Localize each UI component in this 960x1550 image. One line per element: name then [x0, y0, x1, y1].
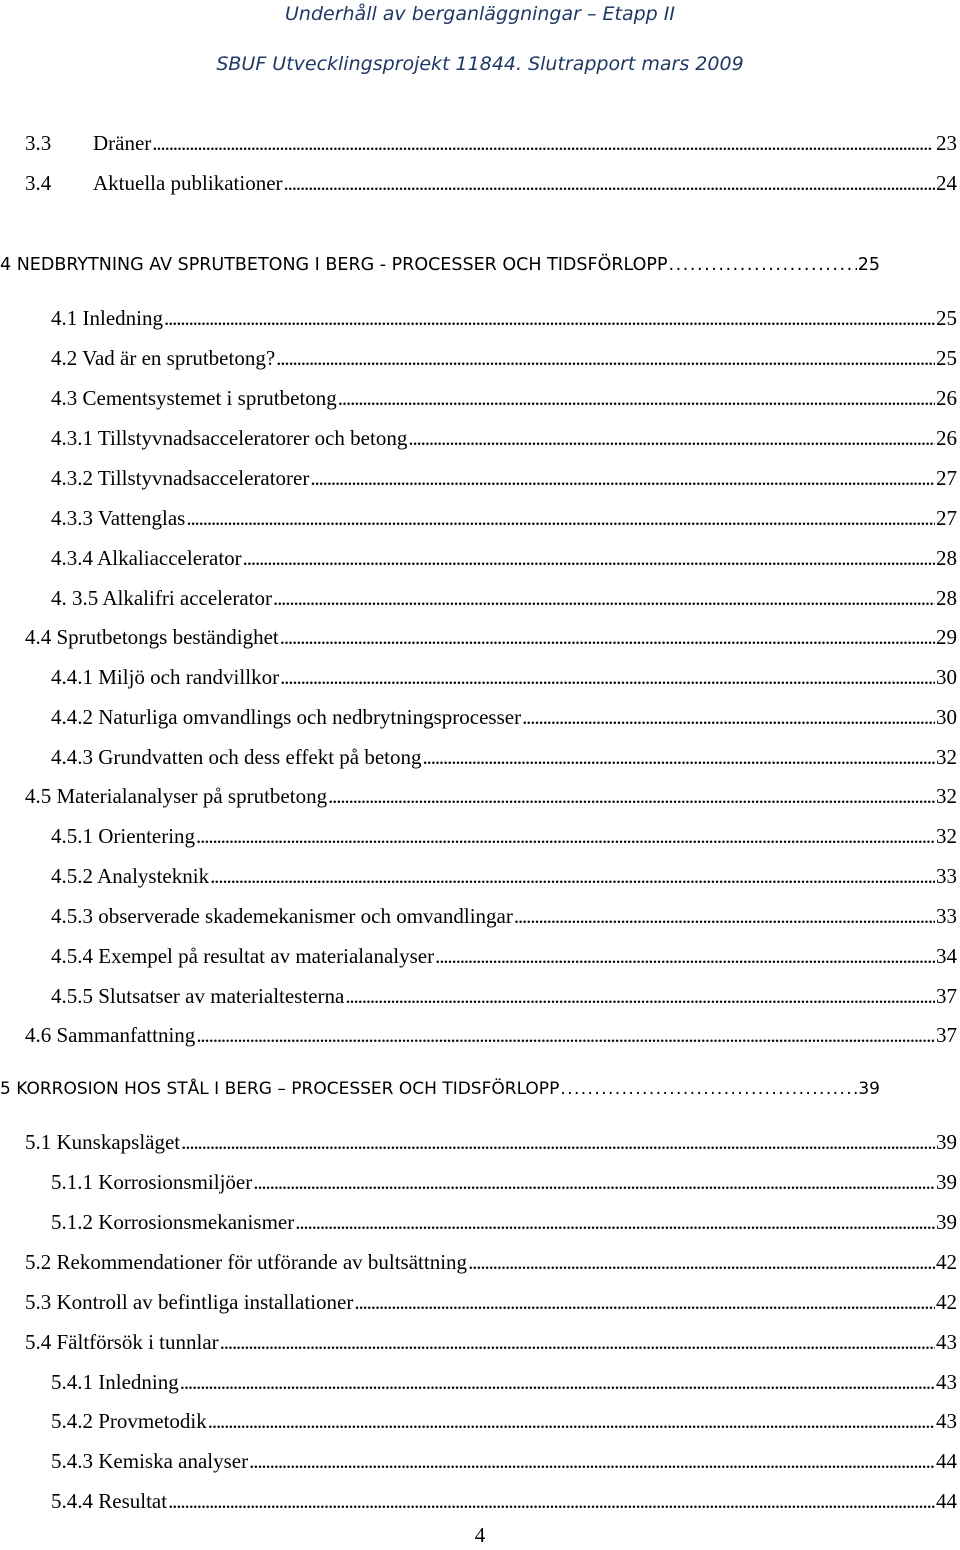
toc-entry-page: 42: [936, 1290, 957, 1314]
toc-entry-3-4[interactable]: [25, 168, 957, 198]
toc-entry-page: 28: [936, 546, 957, 570]
toc-dot-leader: [220, 1327, 935, 1357]
toc-entry-title: 4.3.4 Alkaliaccelerator: [51, 546, 242, 570]
toc-entry-title: 5.4.3 Kemiska analyser: [51, 1449, 249, 1473]
toc-entry-4-3-5[interactable]: [51, 583, 957, 613]
toc-entry-title: 4.4.1 Miljö och randvillkor: [51, 665, 280, 689]
toc-entry-page: 37: [936, 1023, 957, 1047]
toc-entry-4-2[interactable]: [51, 343, 957, 373]
toc-entry-page: 43: [936, 1330, 957, 1354]
toc-entry-page: 25: [936, 306, 957, 330]
toc-entry-title: 5.4.4 Resultat: [51, 1489, 168, 1513]
toc-entry-4-3[interactable]: [51, 383, 957, 413]
toc-entry-title: 4.5 Materialanalyser på sprutbetong: [25, 784, 328, 808]
toc-entry-5-4-3[interactable]: [51, 1446, 957, 1476]
toc-entry-4-5-3[interactable]: [51, 901, 957, 931]
toc-entry-title: 4.3 Cementsystemet i sprutbetong: [51, 386, 337, 410]
toc-entry-page: 42: [936, 1250, 957, 1274]
toc-entry-page: 39: [936, 1130, 957, 1154]
toc-dot-leader: [354, 1287, 935, 1317]
toc-entry-4-6[interactable]: [25, 1020, 957, 1050]
toc-dot-leader: [196, 1020, 935, 1050]
toc-dot-leader: [423, 742, 935, 772]
toc-entry-4-1[interactable]: [51, 303, 957, 333]
toc-dot-leader: [208, 1406, 935, 1436]
toc-entry-4-5-5[interactable]: [51, 981, 957, 1011]
toc-entry-5-2[interactable]: [25, 1247, 957, 1277]
toc-entry-title: 4.5.5 Slutsatser av materialtesterna: [51, 984, 345, 1008]
toc-entry-title: 5.1 Kunskapsläget: [25, 1130, 181, 1154]
toc-entry-page: 33: [936, 904, 957, 928]
toc-entry-4-4-1[interactable]: [51, 662, 957, 692]
toc-entry-page: 34: [936, 944, 957, 968]
toc-entry-page: 24: [936, 171, 957, 195]
toc-entry-page: 32: [936, 784, 957, 808]
toc-entry-4-5-1[interactable]: [51, 821, 957, 851]
toc-entry-title: 4. 3.5 Alkalifri accelerator: [51, 586, 272, 610]
toc-entry-page: 23: [936, 131, 957, 155]
toc-entry-page: 32: [936, 745, 957, 769]
toc-dot-leader: [560, 1074, 857, 1104]
toc-entry-title: 4.2 Vad är en sprutbetong?: [51, 346, 276, 370]
toc-entry-4-4-3[interactable]: [51, 742, 957, 772]
toc-entry-title: 4.5.1 Orientering: [51, 824, 196, 848]
toc-entry-page: 26: [936, 426, 957, 450]
toc-entry-page: 37: [936, 984, 957, 1008]
toc-dot-leader: [295, 1207, 935, 1237]
toc-entry-title: 4.5.3 observerade skademekanismer och omvandlingar: [51, 904, 513, 928]
toc-entry-page: 25: [857, 255, 880, 275]
toc-entry-title: 4 NEDBRYTNING AV SPRUTBETONG I BERG - PROCESSER OCH TIDSFÖRLOPP: [0, 255, 668, 275]
toc-entry-4-4[interactable]: [25, 622, 957, 652]
toc-entry-title: 5.4 Fältförsök i tunnlar: [25, 1330, 219, 1354]
toc-entry-page: 44: [936, 1489, 957, 1513]
toc-entry-title: 5.1.1 Korrosionsmiljöer: [51, 1170, 253, 1194]
toc-dot-leader: [180, 1367, 935, 1397]
toc-entry-4-3-2[interactable]: [51, 463, 957, 493]
toc-entry-5-4-2[interactable]: [51, 1406, 957, 1436]
toc-dot-leader: [243, 543, 935, 573]
toc-dot-leader: [328, 781, 935, 811]
toc-entry-5-1-2[interactable]: [51, 1207, 957, 1237]
toc-entry-page: 39: [936, 1210, 957, 1234]
toc-entry-title: 4.3.1 Tillstyvnadsacceleratorer och betong: [51, 426, 408, 450]
toc-entry-3-3[interactable]: [25, 128, 957, 158]
toc-dot-leader: [196, 821, 935, 851]
toc-dot-leader: [338, 383, 935, 413]
toc-dot-leader: [164, 303, 935, 333]
running-header-title: Underhåll av berganläggningar – Etapp II: [285, 3, 675, 25]
toc-dot-leader: [408, 423, 935, 453]
toc-entry-4-5-2[interactable]: [51, 861, 957, 891]
toc-entry-title: 4.4 Sprutbetongs beständighet: [25, 625, 279, 649]
toc-entry-number: 3.3: [25, 131, 52, 155]
toc-dot-leader: [168, 1486, 935, 1516]
toc-entry-4-5[interactable]: [25, 781, 957, 811]
toc-dot-leader: [253, 1167, 935, 1197]
toc-entry-title: Dräner: [93, 131, 152, 155]
toc-entry-chapter-5[interactable]: [0, 1074, 880, 1104]
toc-dot-leader: [522, 702, 935, 732]
toc-entry-5-4-1[interactable]: [51, 1367, 957, 1397]
toc-entry-title: 4.5.2 Analysteknik: [51, 864, 210, 888]
toc-entry-title: 5.4.1 Inledning: [51, 1370, 179, 1394]
toc-entry-4-3-1[interactable]: [51, 423, 957, 453]
toc-entry-title: 5.3 Kontroll av befintliga installationer: [25, 1290, 354, 1314]
toc-entry-page: 43: [936, 1409, 957, 1433]
toc-dot-leader: [669, 250, 857, 280]
toc-dot-leader: [435, 941, 935, 971]
toc-entry-title: 5.2 Rekommendationer för utförande av bultsättning: [25, 1250, 468, 1274]
toc-entry-page: 32: [936, 824, 957, 848]
page-number: 4: [474, 1523, 486, 1547]
toc-dot-leader: [152, 128, 935, 158]
toc-dot-leader: [181, 1127, 935, 1157]
toc-entry-4-4-2[interactable]: [51, 702, 957, 732]
toc-entry-page: 25: [936, 346, 957, 370]
toc-entry-page: 33: [936, 864, 957, 888]
toc-dot-leader: [514, 901, 935, 931]
toc-entry-5-1-1[interactable]: [51, 1167, 957, 1197]
toc-entry-number: 3.4: [25, 171, 52, 195]
toc-entry-chapter-4[interactable]: [0, 250, 880, 280]
toc-dot-leader: [310, 463, 935, 493]
toc-entry-title: 4.3.3 Vattenglas: [51, 506, 186, 530]
toc-entry-page: 28: [936, 586, 957, 610]
toc-entry-5-3[interactable]: [25, 1287, 957, 1317]
toc-entry-page: 43: [936, 1370, 957, 1394]
toc-entry-page: 30: [936, 665, 957, 689]
toc-entry-5-4[interactable]: [25, 1327, 957, 1357]
toc-entry-title: 4.4.2 Naturliga omvandlings och nedbrytningsprocesser: [51, 705, 522, 729]
toc-entry-page: 29: [936, 625, 957, 649]
toc-entry-page: 26: [936, 386, 957, 410]
toc-dot-leader: [280, 622, 935, 652]
toc-dot-leader: [468, 1247, 935, 1277]
toc-entry-title: 4.1 Inledning: [51, 306, 163, 330]
toc-entry-4-5-4[interactable]: [51, 941, 957, 971]
toc-dot-leader: [280, 662, 935, 692]
toc-entry-page: 27: [936, 506, 957, 530]
toc-entry-title: 4.3.2 Tillstyvnadsacceleratorer: [51, 466, 310, 490]
toc-dot-leader: [345, 981, 935, 1011]
toc-entry-page: 30: [936, 705, 957, 729]
toc-entry-5-1[interactable]: [25, 1127, 957, 1157]
toc-entry-title: 5 KORROSION HOS STÅL I BERG – PROCESSER OCH TIDSFÖRLOPP: [0, 1079, 560, 1099]
toc-entry-title: 5.1.2 Korrosionsmekanismer: [51, 1210, 295, 1234]
toc-entry-page: 44: [936, 1449, 957, 1473]
toc-entry-4-3-3[interactable]: [51, 503, 957, 533]
toc-entry-4-3-4[interactable]: [51, 543, 957, 573]
toc-entry-page: 27: [936, 466, 957, 490]
toc-dot-leader: [276, 343, 935, 373]
toc-entry-5-4-4[interactable]: [51, 1486, 957, 1516]
toc-entry-page: 39: [936, 1170, 957, 1194]
toc-entry-title: 4.5.4 Exempel på resultat av materialanalyser: [51, 944, 435, 968]
toc-entry-title: 4.6 Sammanfattning: [25, 1023, 196, 1047]
toc-entry-title: 5.4.2 Provmetodik: [51, 1409, 207, 1433]
toc-entry-title: Aktuella publikationer: [93, 171, 283, 195]
toc-dot-leader: [186, 503, 935, 533]
toc-dot-leader: [284, 168, 935, 198]
toc-dot-leader: [249, 1446, 935, 1476]
toc-dot-leader: [210, 861, 935, 891]
running-header-subtitle: SBUF Utvecklingsprojekt 11844. Slutrapport mars 2009: [216, 53, 744, 75]
toc-entry-title: 4.4.3 Grundvatten och dess effekt på betong: [51, 745, 422, 769]
toc-entry-page: 39: [858, 1079, 880, 1099]
toc-dot-leader: [273, 583, 935, 613]
